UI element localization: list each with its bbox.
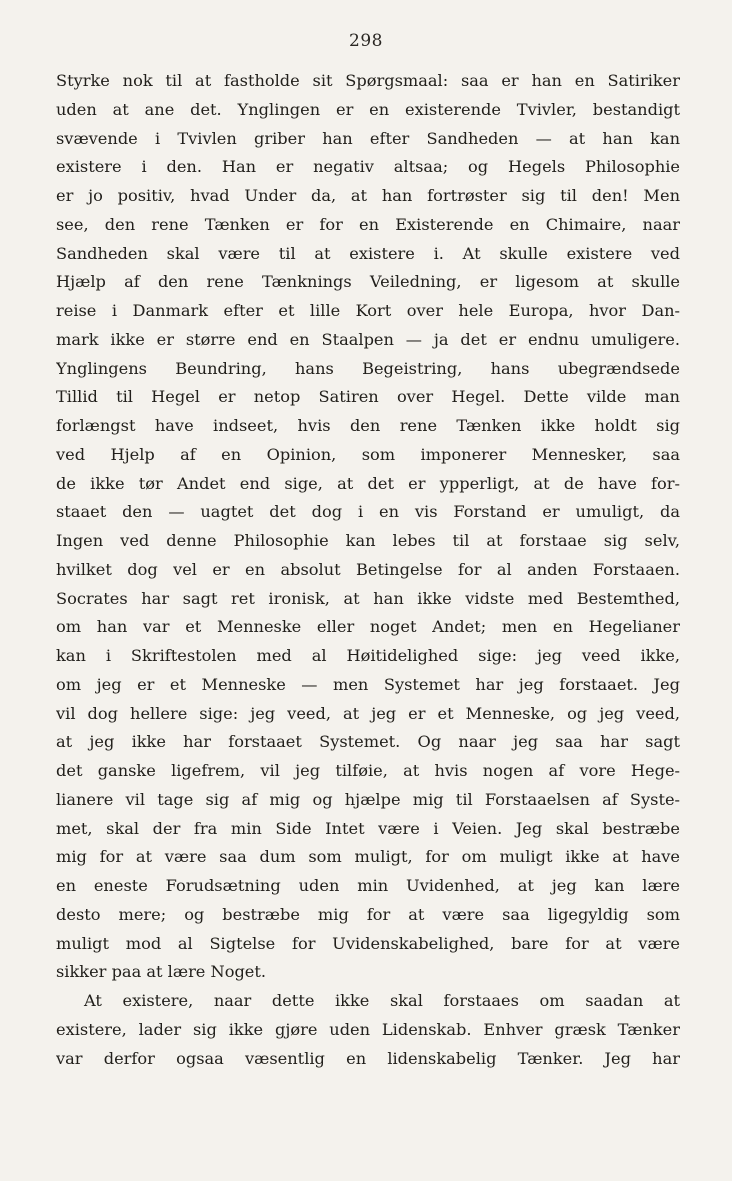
text-line: desto mere; og bestræbe mig for at være saa ligegyldig som (56, 904, 680, 924)
text-line: var derfor ogsaa væsentlig en lidenskabelig Tænker. Jeg har (56, 1048, 680, 1068)
body-text (56, 67, 680, 1073)
text-line: muligt mod al Sigtelse for Uvidenskabelighed, bare for at være (56, 933, 680, 953)
text-line: om han var et Menneske eller noget Andet; men en Hegelianer (56, 617, 680, 637)
text-line: see, den rene Tænken er for en Existerende en Chimaire, naar (56, 214, 680, 234)
text-line: sikker paa at lære Noget. (56, 962, 267, 982)
text-line: forlængst have indseet, hvis den rene Tænken ikke holdt sig (56, 416, 680, 435)
text-line: Socrates har sagt ret ironisk, at han ikke vidste med Bestemthed, (56, 588, 680, 608)
text-line: uden at ane det. Ynglingen er en existerende Tvivler, bestandigt (56, 99, 680, 119)
text-line: Ingen ved denne Philosophie kan lebes til at forstaae sig selv, (56, 531, 680, 550)
text-line: existere i den. Han er negativ altsaa; og Hegels Philosophie (56, 157, 680, 177)
text-line: om jeg er et Menneske — men Systemet har jeg forstaaet. Jeg (56, 674, 680, 694)
text-line: vil dog hellere sige: jeg veed, at jeg er et Menneske, og jeg veed, (56, 703, 680, 723)
text-line: Styrke nok til at fastholde sit Spørgsmaal: saa er han en Satiriker (56, 71, 680, 90)
text-line: ved Hjelp af en Opinion, som imponerer Mennesker, saa (56, 444, 680, 464)
text-line: at jeg ikke har forstaaet Systemet. Og naar jeg saa har sagt (56, 732, 680, 752)
text-line: mark ikke er større end en Staalpen — ja det er endnu umuligere. (56, 329, 680, 349)
page-number: 298 (349, 31, 383, 51)
text-line: det ganske ligefrem, vil jeg tilføie, at hvis nogen af vore Hege- (56, 761, 680, 780)
text-line: At existere, naar dette ikke skal forstaaes om saadan at (84, 991, 680, 1010)
text-line: staaet den — uagtet det dog i en vis Forstand er umuligt, da (56, 502, 680, 522)
text-line: kan i Skriftestolen med al Høitidelighed sige: jeg veed ikke, (56, 646, 680, 665)
text-line: existere, lader sig ikke gjøre uden Lidenskab. Enhver græsk Tænker (56, 1019, 680, 1039)
text-line: hvilket dog vel er en absolut Betingelse for al anden Forstaaen. (56, 559, 680, 579)
text-line: svævende i Tvivlen griber han efter Sandheden — at han kan (56, 128, 680, 148)
text-line: lianere vil tage sig af mig og hjælpe mig til Forstaaelsen af Syste- (56, 789, 680, 809)
text-line: er jo positiv, hvad Under da, at han fortrøster sig til den! Men (56, 186, 680, 205)
text-line: met, skal der fra min Side Intet være i Veien. Jeg skal bestræbe (56, 818, 680, 838)
text-line: Sandheden skal være til at existere i. At skulle existere ved (56, 243, 680, 263)
text-line: Tillid til Hegel er netop Satiren over Hegel. Dette vilde man (56, 387, 680, 407)
text-line: reise i Danmark efter et lille Kort over hele Europa, hvor Dan- (56, 301, 680, 320)
text-line: Hjælp af den rene Tænknings Veiledning, er ligesom at skulle (56, 272, 680, 292)
text-line: de ikke tør Andet end sige, at det er ypperligt, at de have for- (56, 473, 680, 493)
text-line: Ynglingens Beundring, hans Begeistring, hans ubegrændsede (56, 358, 680, 378)
text-line: mig for at være saa dum som muligt, for om muligt ikke at have (56, 847, 680, 867)
text-line: en eneste Forudsætning uden min Uvidenhed, at jeg kan lære (56, 876, 680, 895)
